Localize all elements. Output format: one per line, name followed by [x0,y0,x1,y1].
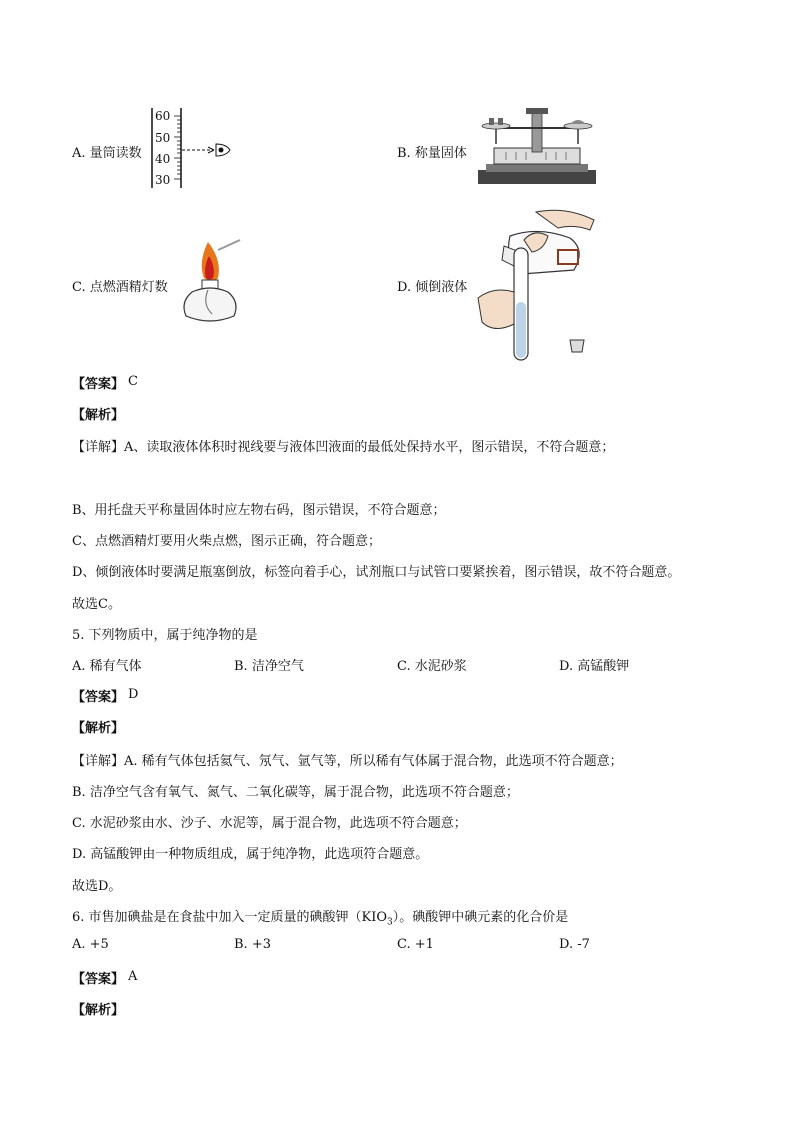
q5-option-d: D. 高锰酸钾 [559,659,630,674]
q5-answer-value: D [128,687,139,702]
q5-answer-tag: 【答案】 [72,690,125,705]
q6-analysis-tag: 【解析】 [72,1003,125,1018]
q4-option-a-label: A. 量筒读数 [72,146,142,161]
q5-option-c: C. 水泥砂浆 [397,659,467,674]
q4-analysis-tag: 【解析】 [72,408,125,423]
q6-stem-after: ）。碘酸钾中碘元素的化合价是 [392,910,569,925]
q6-answer-value: A [128,969,138,984]
q6-answer-tag: 【答案】 [72,972,125,987]
q5-option-a: A. 稀有气体 [72,659,142,674]
q4-detail-line-4: D、倾倒液体时要满足瓶塞倒放，标签向着手心，试剂瓶口与试管口要紧挨着，图示错误，故不符合题意。 [72,565,681,580]
q6-stem [72,906,568,928]
q5-detail-line-5: 故选D。 [72,879,122,894]
alcohol-lamp-illustration [178,238,248,328]
q4-detail-line-1: 【详解】A、读取液体体积时视线要与液体凹液面的最低处保持水平，图示错误，不符合题意； [72,440,615,455]
q6-stem-before: 6. 市售加碘盐是在食盐中加入一定质量的碘酸钾（KIO [72,910,388,925]
scale-tick-60: 60 [155,109,171,123]
q4-option-b-label: B. 称量固体 [397,146,467,161]
q4-option-c-label: C. 点燃酒精灯数 [72,280,168,295]
q6-stem-subscript: 3 [387,917,393,928]
q6-option-a: A. +5 [72,937,109,952]
q6-option-b: B. +3 [234,937,271,952]
q5-detail-line-1: 【详解】A. 稀有气体包括氦气、氖气、氩气等，所以稀有气体属于混合物，此选项不符合题意； [72,754,623,769]
q5-detail-line-3: C. 水泥砂浆由水、沙子、水泥等，属于混合物，此选项不符合题意； [72,816,467,831]
q5-option-b: B. 洁净空气 [234,659,304,674]
scale-tick-50: 50 [155,131,171,145]
q5-detail-line-4: D. 高锰酸钾由一种物质组成，属于纯净物，此选项符合题意。 [72,847,429,862]
q5-detail-line-2: B. 洁净空气含有氧气、氮气、二氧化碳等，属于混合物，此选项不符合题意； [72,785,519,800]
q4-detail-line-3: C、点燃酒精灯要用火柴点燃，图示正确，符合题意； [72,534,381,549]
scale-tick-30: 30 [155,173,171,187]
q4-answer-value: C [128,374,138,389]
scale-tick-40: 40 [155,152,171,166]
balance-scale-illustration [476,108,600,188]
q4-option-d-label: D. 倾倒液体 [397,280,468,295]
q4-detail-line-5: 故选C。 [72,597,121,612]
q5-analysis-tag: 【解析】 [72,721,125,736]
pouring-liquid-illustration [474,206,600,362]
q4-answer-tag: 【答案】 [72,377,125,392]
q6-option-d: D. -7 [559,937,590,952]
q4-detail-line-2: B、用托盘天平称量固体时应左物右码，图示错误，不符合题意； [72,503,446,518]
q6-option-c: C. +1 [397,937,434,952]
q5-stem: 5. 下列物质中，属于纯净物的是 [72,628,258,643]
